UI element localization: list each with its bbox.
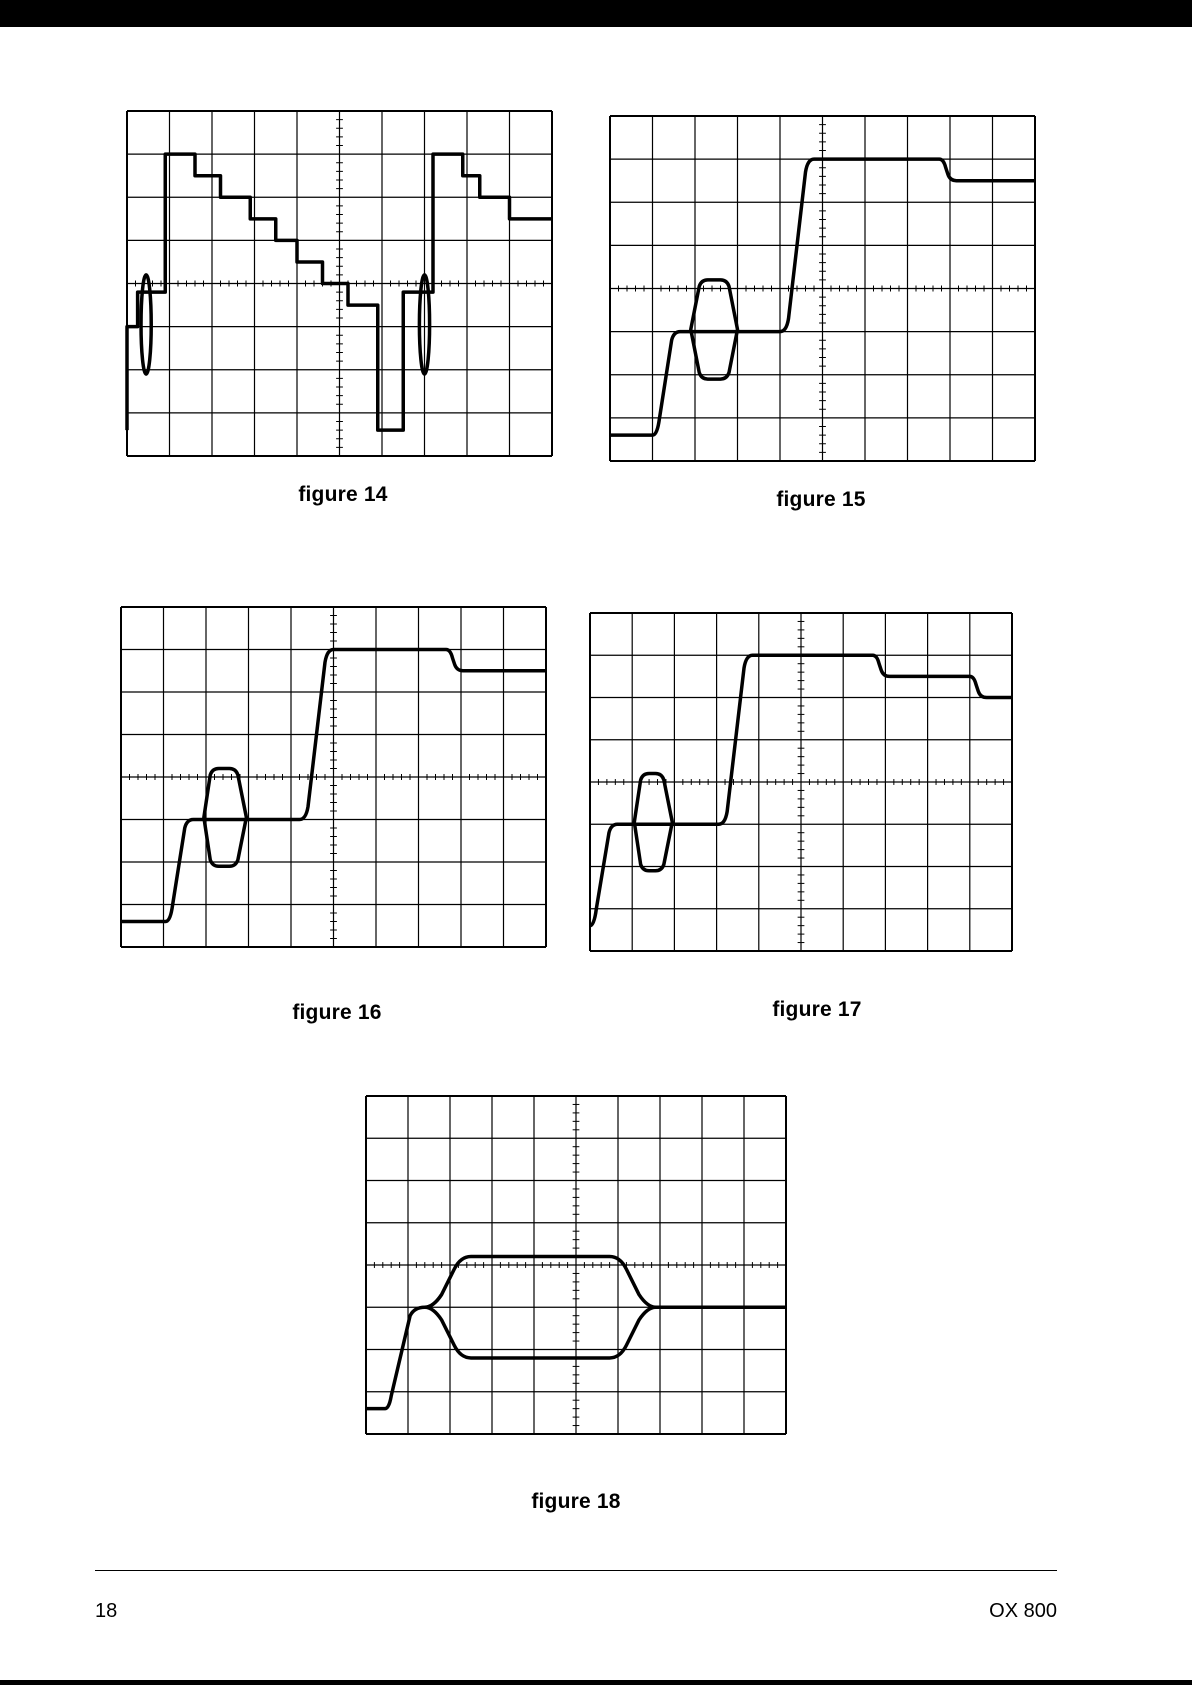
scan-top-border — [0, 0, 1192, 27]
oscilloscope-figure-18 — [366, 1096, 786, 1434]
modulation-envelope — [634, 774, 672, 871]
figure-18-caption: figure 18 — [531, 1490, 621, 1513]
oscilloscope-figure-15 — [610, 116, 1035, 461]
figure-16-caption: figure 16 — [292, 1001, 382, 1024]
figure-17-caption: figure 17 — [772, 998, 862, 1021]
figure-14-caption: figure 14 — [298, 483, 388, 506]
oscilloscope-figure-14 — [127, 111, 552, 456]
modulation-envelope — [691, 280, 738, 379]
figure-15-caption: figure 15 — [776, 488, 866, 511]
lower-envelope — [425, 1307, 656, 1358]
scan-bottom-border — [0, 1680, 1192, 1685]
modulation-ellipse — [141, 275, 151, 374]
modulation-envelope — [204, 769, 247, 867]
oscilloscope-figure-17 — [590, 613, 1012, 951]
footer-rule — [95, 1570, 1057, 1571]
oscilloscope-figure-16 — [121, 607, 546, 947]
model-name: OX 800 — [989, 1600, 1057, 1622]
upper-envelope — [425, 1257, 786, 1308]
page-number: 18 — [95, 1600, 118, 1622]
